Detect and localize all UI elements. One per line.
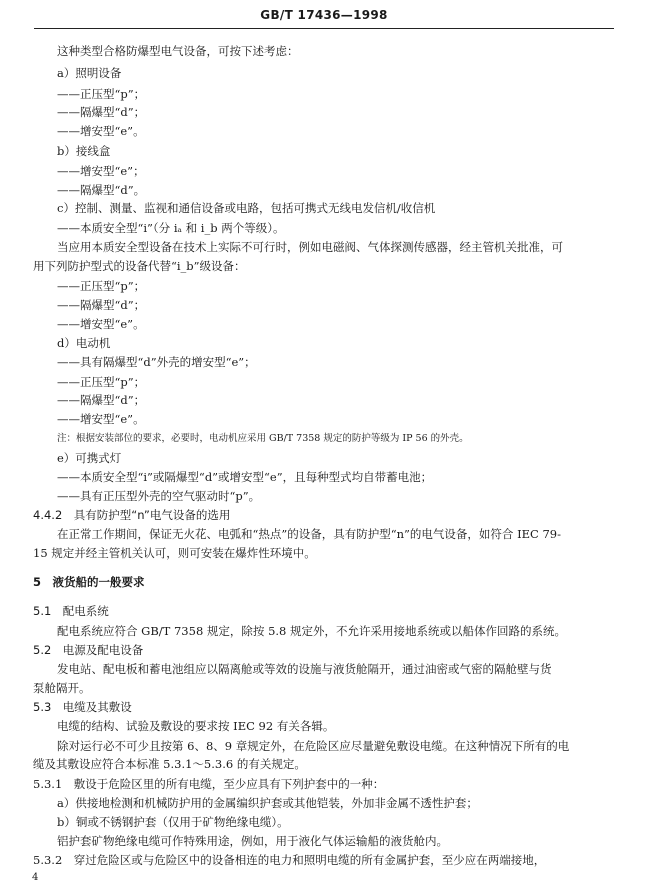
- text-line: 配电系统应符合 GB/T 7358 规定，除按 5.8 规定外，不允许采用接地系统或以船体作回路的系统。: [57, 624, 567, 638]
- list-item: ——隔爆型“d”；: [57, 393, 146, 407]
- section-heading: 5.3 电缆及其敷设: [33, 700, 132, 714]
- list-item: ——隔爆型“d”。: [57, 183, 146, 197]
- text-line: 铝护套矿物绝缘电缆可作特殊用途，例如，用于液化气体运输船的液货舱内。: [57, 834, 448, 848]
- text-line: 5.3.1 敷设于危险区里的所有电缆，至少应具有下列护套中的一种：: [33, 777, 385, 791]
- list-item: ——具有隔爆型“d”外壳的增安型“e”；: [57, 355, 256, 369]
- text-line: 除对运行必不可少且按第 6、8、9 章规定外，在危险区应尽量避免敷设电缆。在这种情况下所有的电: [57, 739, 570, 753]
- text-line: 当应用本质安全型设备在技术上实际不可行时，例如电磁阀、气体探测传感器，经主管机关批准，可: [57, 240, 563, 254]
- list-item: e）可携式灯: [57, 451, 122, 465]
- note-text: 注：根据安装部位的要求，必要时，电动机应采用 GB/T 7358 规定的防护等级为 IP 56 的外壳。: [57, 433, 469, 444]
- text-line: 发电站、配电板和蓄电池组应以隔离舱或等效的设施与液货舱隔开，通过油密或气密的隔舱壁与货: [57, 662, 552, 676]
- section-heading: 5.1 配电系统: [33, 604, 109, 618]
- text-line: 15 规定并经主管机关认可，则可安装在爆炸性环境中。: [33, 546, 316, 560]
- section-heading: 4.4.2 具有防护型“n”电气设备的选用: [33, 508, 231, 522]
- list-item: ——正压型“p”；: [57, 375, 146, 389]
- list-item: c）控制、测量、监视和通信设备或电路，包括可携式无线电发信机/收信机: [57, 201, 436, 215]
- list-item: a）供接地检测和机械防护用的金属编织护套或其他铠装，外加非金属不透性护套；: [57, 796, 478, 810]
- list-item: ——增安型“e”。: [57, 317, 145, 331]
- text-line: 电缆的结构、试验及敷设的要求按 IEC 92 有关各辑。: [57, 719, 335, 733]
- page-number: 4: [32, 872, 39, 883]
- list-item: ——增安型“e”。: [57, 124, 145, 138]
- list-item: a）照明设备: [57, 66, 122, 80]
- list-item: ——具有正压型外壳的空气驱动时“p”。: [57, 489, 261, 503]
- list-item: ——本质安全型“i”或隔爆型“d”或增安型“e”，且每种型式均自带蓄电池；: [57, 470, 433, 484]
- header-rule: [34, 28, 614, 29]
- text-line: 在正常工作期间，保证无火花、电弧和“热点”的设备，具有防护型“n”的电气设备，如符合 IEC 79-: [57, 527, 561, 541]
- list-item: ——隔爆型“d”；: [57, 298, 146, 312]
- text-line: 5.3.2 穿过危险区或与危险区中的设备相连的电力和照明电缆的所有金属护套，至少应在两端接地，: [33, 853, 546, 867]
- list-item: ——增安型“e”；: [57, 164, 145, 178]
- page-header: GB/T 17436—1998: [260, 8, 388, 22]
- list-item: b）铜或不锈钢护套（仅用于矿物绝缘电缆）。: [57, 815, 289, 829]
- text-line: 用下列防护型式的设备代替“i_b”级设备：: [33, 259, 246, 273]
- text-line: 缆及其敷设应符合本标准 5.3.1～5.3.6 的有关规定。: [33, 757, 306, 771]
- text-line: 这种类型合格防爆型电气设备，可按下述考虑：: [57, 44, 299, 58]
- list-item: ——正压型“p”；: [57, 87, 146, 101]
- list-item: ——正压型“p”；: [57, 279, 146, 293]
- list-item: ——隔爆型“d”；: [57, 105, 146, 119]
- list-item: d）电动机: [57, 336, 111, 350]
- list-item: ——增安型“e”。: [57, 412, 145, 426]
- chapter-heading: 5 液货船的一般要求: [33, 575, 145, 589]
- section-heading: 5.2 电源及配电设备: [33, 643, 144, 657]
- list-item: ——本质安全型“i”（分 iₐ 和 i_b 两个等级）。: [57, 221, 285, 235]
- text-line: 泵舱隔开。: [33, 681, 91, 695]
- list-item: b）接线盒: [57, 144, 111, 158]
